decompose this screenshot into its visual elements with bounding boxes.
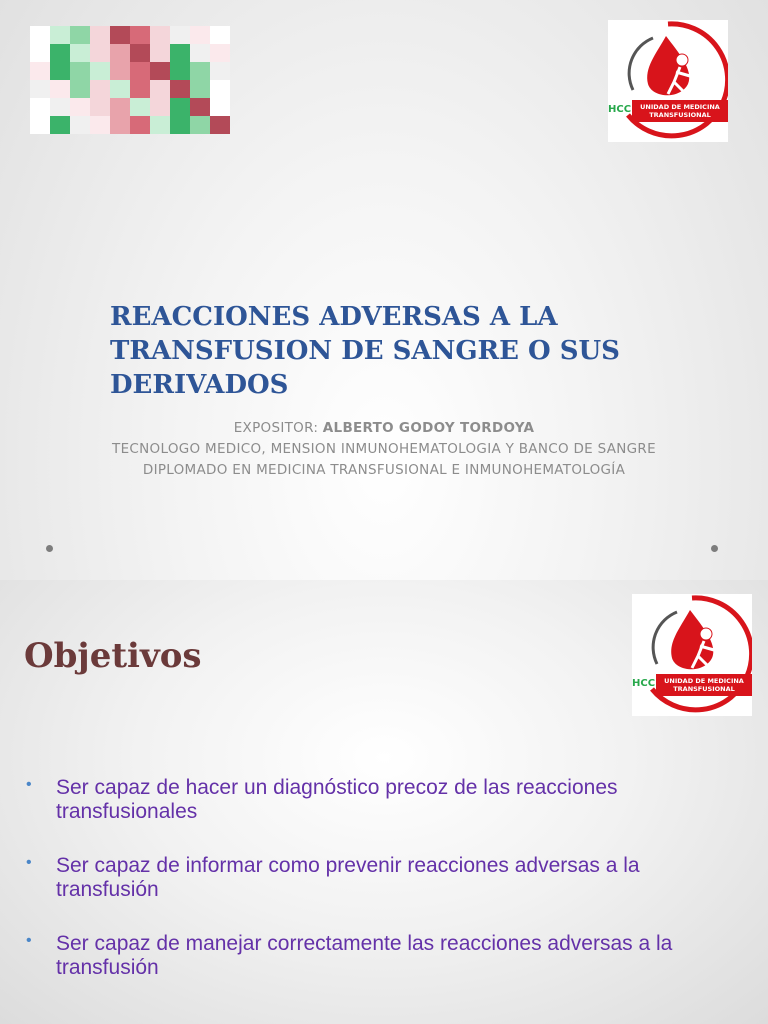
mosaic-cell <box>190 62 210 80</box>
mosaic-cell <box>30 44 50 62</box>
mosaic-cell <box>110 80 130 98</box>
pixelated-header-image <box>30 26 230 134</box>
objective-text: Ser capaz de informar como prevenir reacciones adversas a la transfusión <box>56 854 640 901</box>
mosaic-cell <box>30 26 50 44</box>
mosaic-cell <box>190 44 210 62</box>
mosaic-cell <box>210 80 230 98</box>
mosaic-cell <box>150 116 170 134</box>
mosaic-cell <box>190 26 210 44</box>
mosaic-cell <box>150 98 170 116</box>
mosaic-cell <box>110 44 130 62</box>
logo-text: UNIDAD DE MEDICINA TRANSFUSIONAL <box>632 100 728 122</box>
mosaic-cell <box>190 80 210 98</box>
bullet-icon: • <box>26 854 32 871</box>
unit-logo <box>632 594 752 716</box>
mosaic-cell <box>130 98 150 116</box>
presenter-prefix: EXPOSITOR: <box>233 420 323 436</box>
objectives-slide <box>0 580 768 1024</box>
mosaic-cell <box>90 26 110 44</box>
mosaic-cell <box>170 80 190 98</box>
bullet-icon: • <box>26 932 32 949</box>
mosaic-cell <box>210 98 230 116</box>
mosaic-cell <box>130 26 150 44</box>
mosaic-cell <box>170 98 190 116</box>
mosaic-cell <box>70 62 90 80</box>
mosaic-cell <box>170 26 190 44</box>
mosaic-cell <box>90 98 110 116</box>
mosaic-cell <box>50 80 70 98</box>
mosaic-cell <box>170 44 190 62</box>
mosaic-cell <box>30 116 50 134</box>
list-item <box>26 932 726 980</box>
objective-text: Ser capaz de manejar correctamente las reacciones adversas a la transfusión <box>56 932 673 979</box>
mosaic-cell <box>110 116 130 134</box>
presentation-title: REACCIONES ADVERSAS A LA TRANSFUSION DE SANGRE O SUS DERIVADOS <box>110 302 620 400</box>
presenter-name: ALBERTO GODOY TORDOYA <box>322 420 535 436</box>
mosaic-cell <box>130 44 150 62</box>
mosaic-cell <box>90 80 110 98</box>
mosaic-cell <box>50 62 70 80</box>
mosaic-cell <box>150 62 170 80</box>
objectives-list <box>26 776 726 1010</box>
mosaic-cell <box>50 98 70 116</box>
mosaic-cell <box>130 80 150 98</box>
mosaic-cell <box>50 116 70 134</box>
credential-2: DIPLOMADO EN MEDICINA TRANSFUSIONAL E INMUNOHEMATOLOGÍA <box>142 462 626 478</box>
bullet-icon: • <box>26 776 32 793</box>
mosaic-cell <box>90 62 110 80</box>
mosaic-cell <box>70 26 90 44</box>
logo-text: UNIDAD DE MEDICINA TRANSFUSIONAL <box>656 674 752 696</box>
mosaic-cell <box>90 116 110 134</box>
mosaic-cell <box>170 116 190 134</box>
mosaic-cell <box>50 26 70 44</box>
unit-logo <box>608 20 728 142</box>
slide-dot-left <box>46 545 53 552</box>
mosaic-cell <box>210 62 230 80</box>
mosaic-cell <box>30 98 50 116</box>
mosaic-cell <box>30 62 50 80</box>
slide-heading: Objetivos <box>24 636 202 676</box>
mosaic-cell <box>170 62 190 80</box>
mosaic-cell <box>70 80 90 98</box>
mosaic-cell <box>150 26 170 44</box>
mosaic-cell <box>70 98 90 116</box>
mosaic-cell <box>70 116 90 134</box>
slide-dot-right <box>711 545 718 552</box>
objective-text: Ser capaz de hacer un diagnóstico precoz de las reacciones transfusionales <box>56 776 618 823</box>
mosaic-cell <box>30 80 50 98</box>
presenter-info <box>100 418 668 481</box>
mosaic-cell <box>70 44 90 62</box>
mosaic-cell <box>90 44 110 62</box>
mosaic-cell <box>210 26 230 44</box>
logo-tag: HCC <box>608 104 632 115</box>
mosaic-cell <box>150 44 170 62</box>
presenter-line <box>100 418 668 439</box>
logo-tag: HCC <box>632 678 656 689</box>
list-item <box>26 854 726 902</box>
mosaic-cell <box>130 116 150 134</box>
mosaic-cell <box>110 98 130 116</box>
list-item <box>26 776 726 824</box>
mosaic-cell <box>190 98 210 116</box>
credential-1: TECNOLOGO MEDICO, MENSION INMUNOHEMATOLOGIA Y BANCO DE SANGRE <box>112 441 656 457</box>
mosaic-cell <box>190 116 210 134</box>
mosaic-cell <box>210 44 230 62</box>
mosaic-cell <box>210 116 230 134</box>
mosaic-cell <box>50 44 70 62</box>
mosaic-cell <box>130 62 150 80</box>
mosaic-cell <box>150 80 170 98</box>
mosaic-cell <box>110 26 130 44</box>
mosaic-cell <box>110 62 130 80</box>
